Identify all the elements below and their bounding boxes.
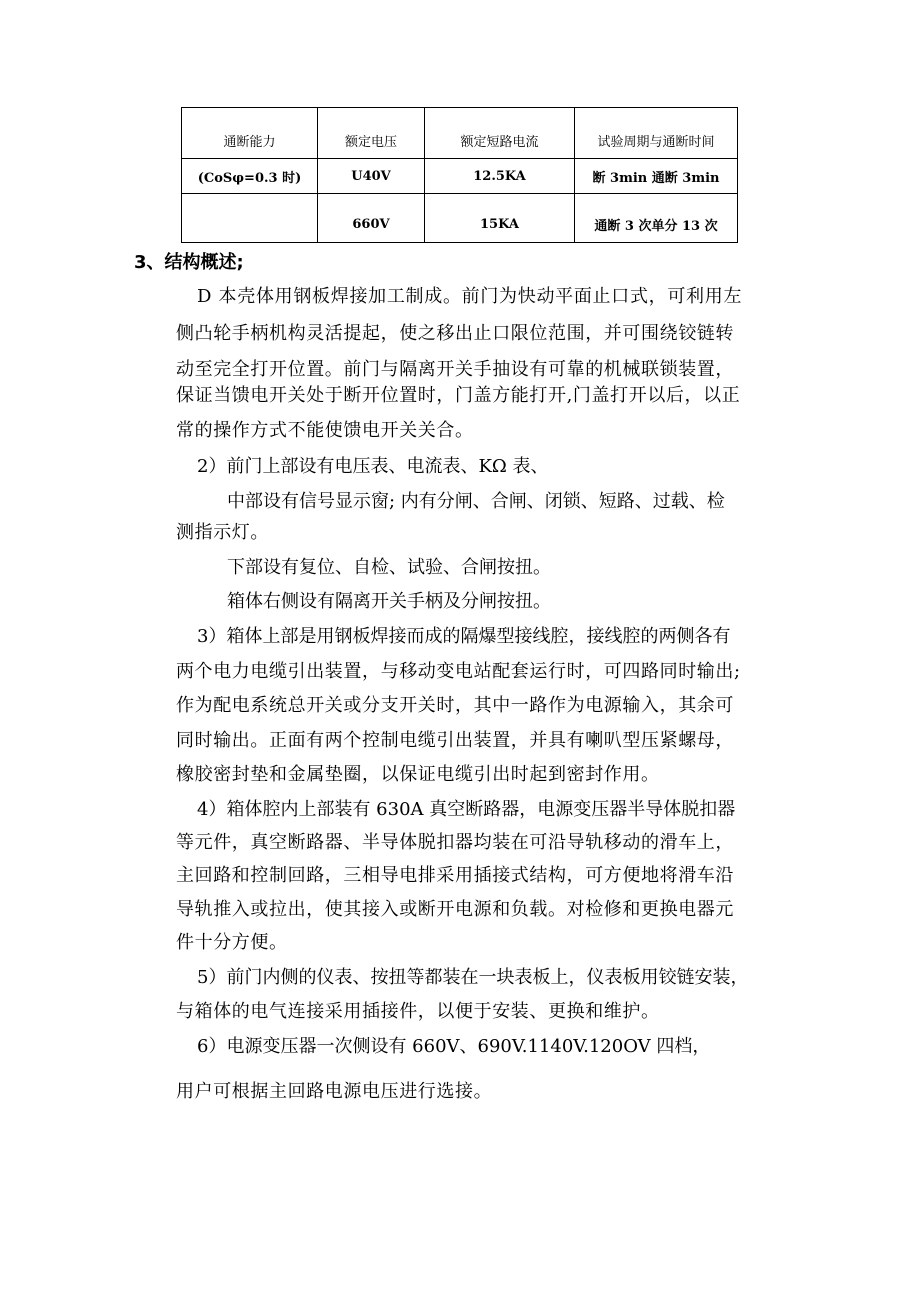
body-line: 作为配电系统总开关或分支开关时，其中一路作为电源输入，其余可	[176, 695, 734, 716]
body-line: 4）箱体腔内上部装有 630A 真空断路器，电源变压器半导体脱扣器	[197, 799, 736, 820]
body-line: 侧凸轮手柄机构灵活提起，使之移出止口限位范围，并可围绕铰链转	[176, 323, 734, 344]
body-line: 下部设有复位、自检、试验、合闸按扭。	[227, 557, 551, 578]
table-cell: 通断 3 次单分 13 次	[575, 194, 738, 243]
table-cell: U40V	[318, 159, 425, 194]
body-line: 5）前门内侧的仪表、按扭等都装在一块表板上，仪表板用铰链安装，	[197, 967, 749, 988]
body-line: D 本壳体用钢板焊接加工制成。前门为快动平面止口式，可利用左	[197, 286, 743, 307]
table-cell: 660V	[318, 194, 425, 243]
body-line: 两个电力电缆引出装置，与移动变电站配套运行时，可四路同时输出;	[176, 661, 741, 682]
table-header-cell: 通断能力	[182, 108, 318, 159]
body-line: 用户可根据主回路电源电压进行选接。	[176, 1081, 493, 1102]
table-row	[182, 159, 738, 194]
table-cell: (CoSφ=0.3 时)	[182, 159, 318, 194]
body-line: 3）箱体上部是用钢板焊接而成的隔爆型接线腔，接线腔的两侧各有	[197, 626, 731, 647]
body-line: 常的操作方式不能使馈电开关关合。	[176, 420, 474, 441]
table-header-cell: 试验周期与通断时间	[575, 108, 738, 159]
body-line: 与箱体的电气连接采用插接件，以便于安装、更换和维护。	[176, 1001, 660, 1022]
body-line: 动至完全打开位置。前门与隔离开关手抽设有可靠的机械联锁装置，	[176, 359, 734, 380]
body-line: 橡胶密封垫和金属垫圈，以保证电缆引出时起到密封作用。	[176, 764, 660, 785]
section-heading: 3、结构概述;	[134, 252, 244, 273]
table-row	[182, 194, 738, 243]
body-line: 主回路和控制回路，三相导电排采用插接式结构，可方便地将滑车沿	[176, 865, 734, 886]
table-cell: 断 3min 通断 3min	[575, 159, 738, 194]
table-cell: 15KA	[425, 194, 575, 243]
body-line: 箱体右侧设有隔离开关手柄及分闸按扭。	[227, 591, 551, 612]
body-line: 2）前门上部设有电压表、电流表、KΩ 表、	[197, 456, 549, 477]
table-header-cell: 额定短路电流	[425, 108, 575, 159]
body-line: 等元件，真空断路器、半导体脱扣器均装在可沿导轨移动的滑车上，	[176, 832, 734, 853]
body-line: 保证当馈电开关处于断开位置时，门盖方能打开,门盖打开以后，以正	[176, 385, 741, 406]
table-header-cell: 额定电压	[318, 108, 425, 159]
body-line: 中部设有信号显示窗; 内有分闸、合闸、闭锁、短路、过载、检	[227, 491, 725, 512]
body-line: 同时输出。正面有两个控制电缆引出装置，并具有喇叭型压紧螺母，	[176, 730, 734, 751]
table-cell: 12.5KA	[425, 159, 575, 194]
breaking-capacity-table	[181, 107, 738, 243]
body-line: 导轨推入或拉出，使其接入或断开电源和负载。对检修和更换电器元	[176, 899, 734, 920]
table-header-row	[182, 108, 738, 159]
body-line: 测指示灯。	[176, 522, 269, 543]
body-line: 6）电源变压器一次侧设有 660V、690V.1140V.120OV 四档，	[197, 1036, 711, 1057]
table-cell	[182, 194, 318, 243]
body-line: 件十分方便。	[176, 932, 288, 953]
